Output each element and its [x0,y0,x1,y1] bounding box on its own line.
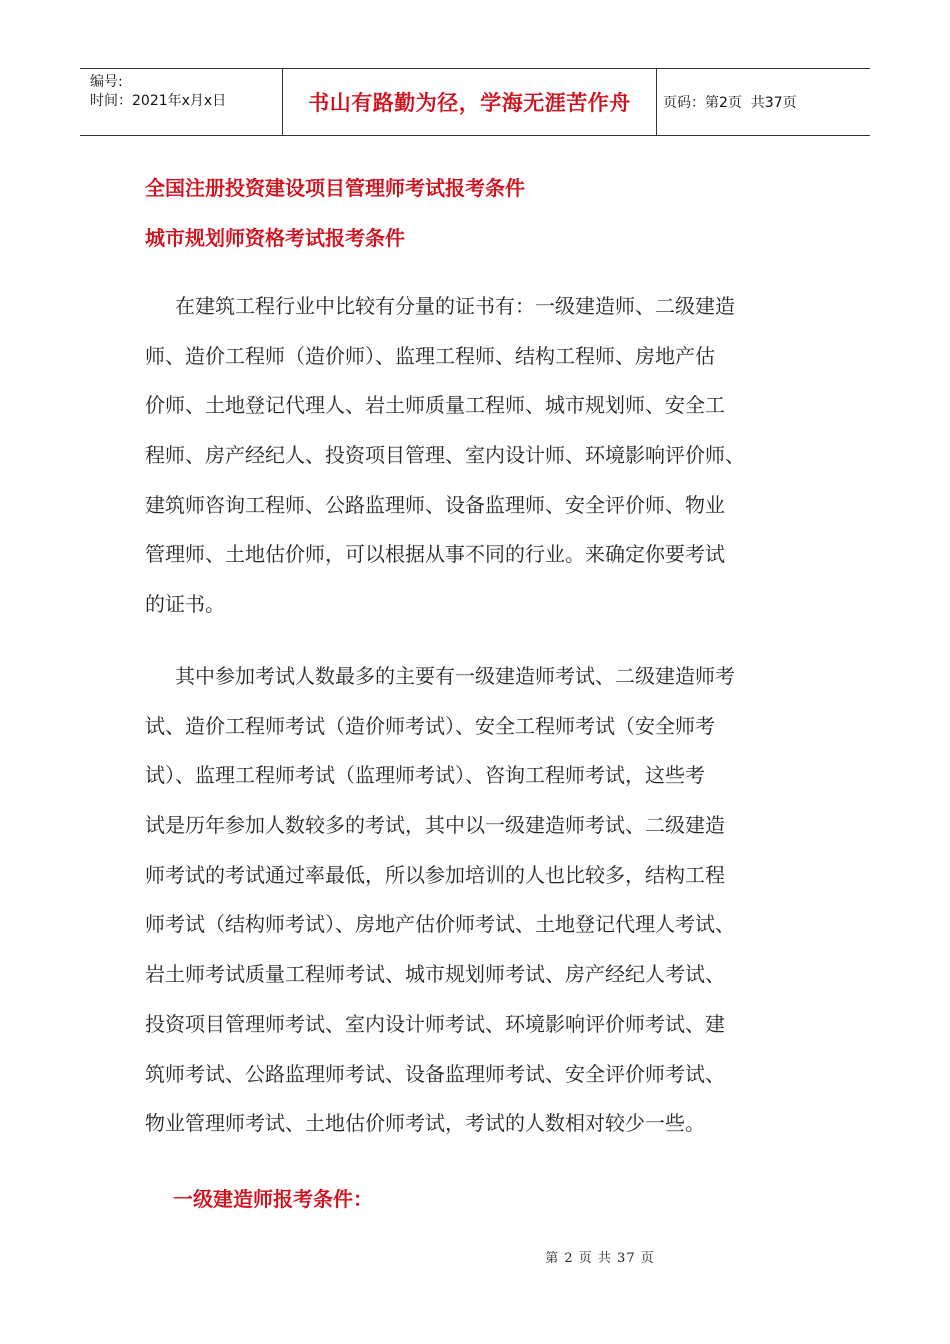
paragraph-line: 师考试（结构师考试）、房地产估价师考试、土地登记代理人考试、 [145,912,735,937]
paragraph-line: 管理师、土地估价师，可以根据从事不同的行业。来确定你要考试 [145,542,725,567]
title-city-planner: 城市规划师资格考试报考条件 [145,226,405,250]
paragraph-line: 建筑师咨询工程师、公路监理师、设备监理师、安全评价师、物业 [145,492,725,517]
paragraph-line: 的证书。 [145,592,225,617]
paragraph-line: 试、造价工程师考试（造价师考试）、安全工程师考试（安全师考 [145,713,715,738]
title-investment-manager: 全国注册投资建设项目管理师考试报考条件 [145,176,525,200]
document-header [80,68,870,136]
paragraph-line: 其中参加考试人数最多的主要有一级建造师考试、二级建造师考 [175,664,735,688]
paragraph-line: 价师、土地登记代理人、岩土师质量工程师、城市规划师、安全工 [145,393,725,418]
time-label: 时间：2021年x月x日 [90,93,227,109]
paragraph-line: 岩土师考试质量工程师考试、城市规划师考试、房产经纪人考试、 [145,962,725,987]
paragraph-line: 投资项目管理师考试、室内设计师考试、环境影响评价师考试、建 [145,1011,725,1036]
paragraph-line: 在建筑工程行业中比较有分量的证书有：一级建造师、二级建造 [175,294,735,318]
paragraph-exam-popularity [145,652,810,1149]
paragraph-line: 试）、监理工程师考试（监理师考试）、咨询工程师考试，这些考 [145,763,705,788]
paragraph-line: 师考试的考试通过率最低，所以参加培训的人也比较多，结构工程 [145,862,725,887]
code-label: 编号: [90,74,123,90]
paragraph-certificates [145,282,810,630]
header-page-info: 页码：第2页 共37页 [663,95,797,111]
paragraph-line: 物业管理师考试、土地估价师考试，考试的人数相对较少一些。 [145,1111,705,1136]
page-footer [0,1247,950,1266]
header-meta [80,69,282,135]
paragraph-line: 筑师考试、公路监理师考试、设备监理师考试、安全评价师考试、 [145,1061,725,1086]
footer-page-number: 第 2 页 共 37 页 [545,1251,655,1266]
paragraph-line: 试是历年参加人数较多的考试，其中以一级建造师考试、二级建造 [145,813,725,838]
section-title-first-class-constructor: 一级建造师报考条件： [173,1187,373,1211]
paragraph-line: 程师、房产经纪人、投资项目管理、室内设计师、环境影响评价师、 [145,443,745,468]
header-motto: 书山有路勤为径，学海无涯苦作舟 [282,69,657,135]
paragraph-line: 师、造价工程师（造价师）、监理工程师、结构工程师、房地产估 [145,343,715,368]
